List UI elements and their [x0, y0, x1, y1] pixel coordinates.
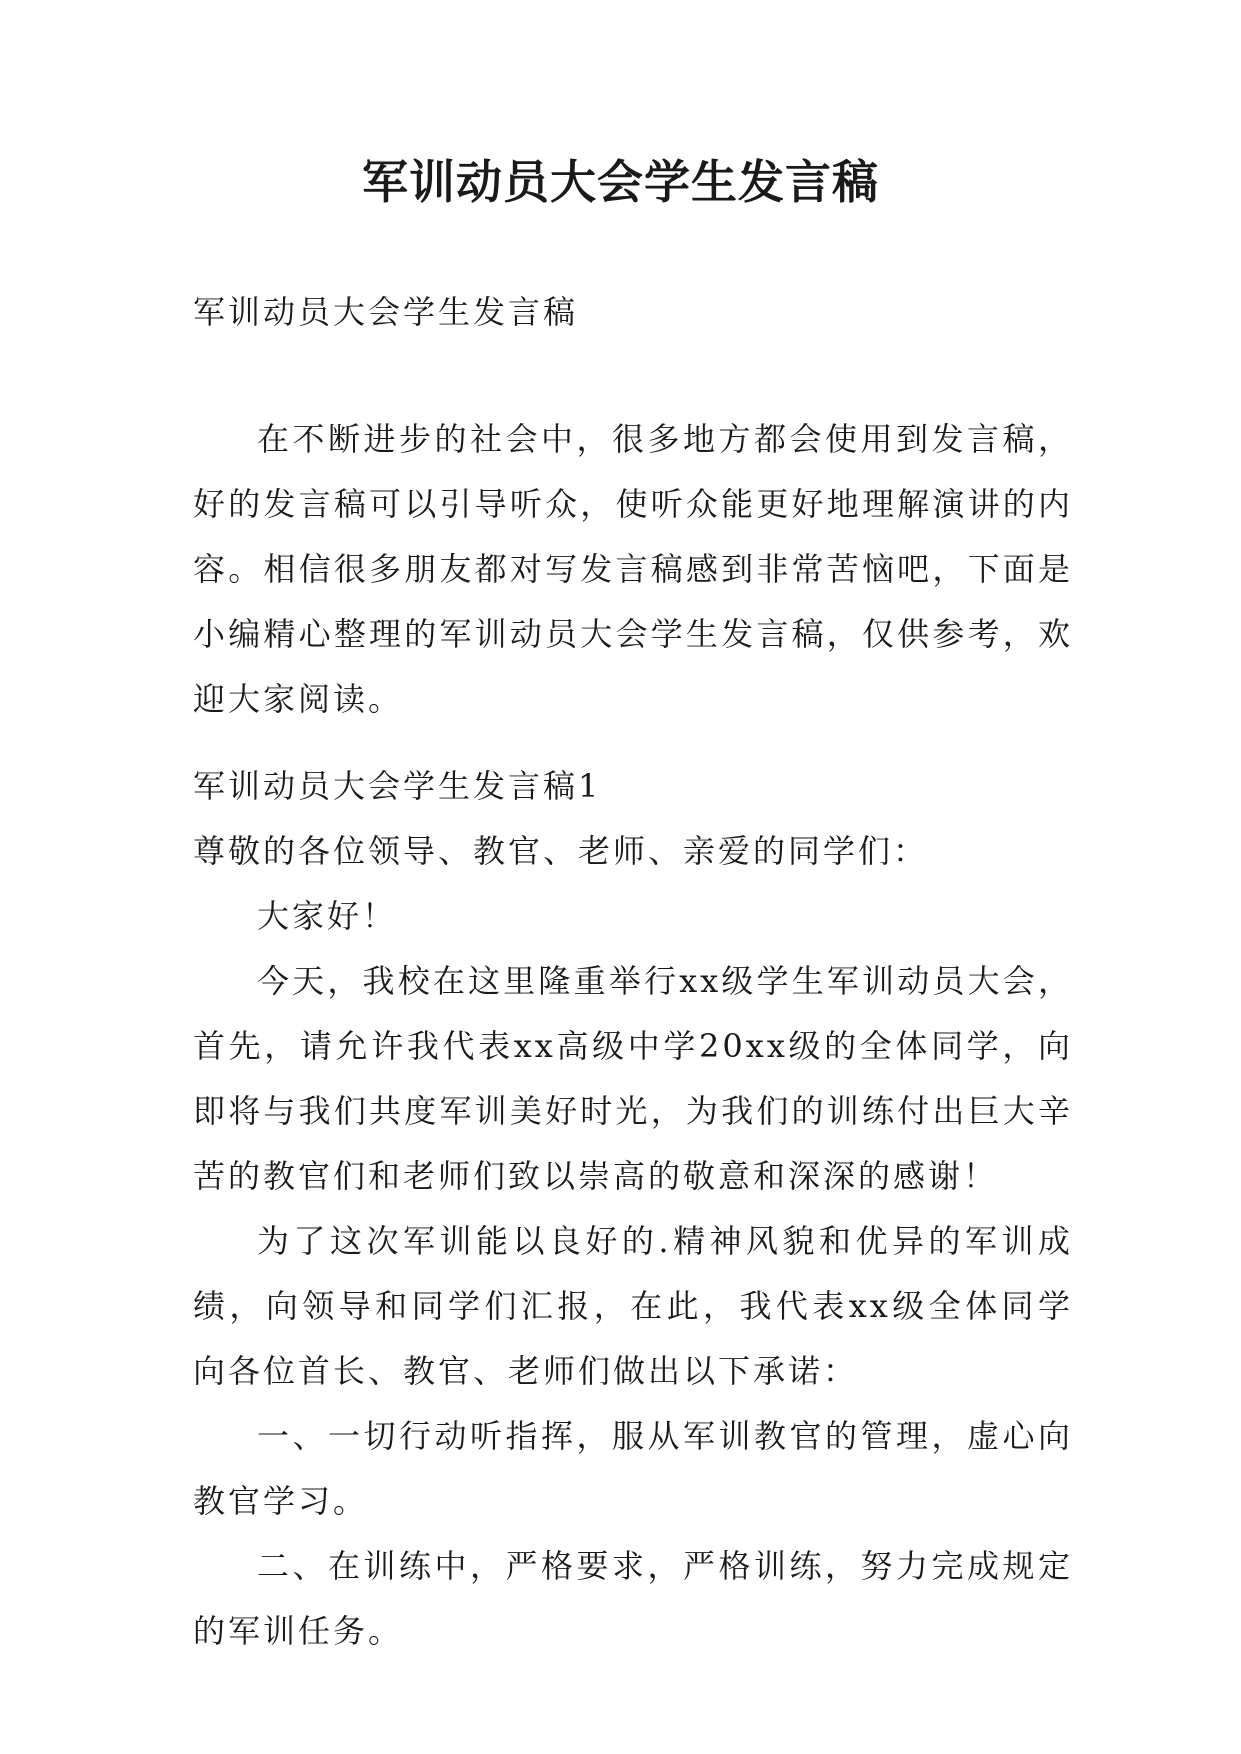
- salutation: 尊敬的各位领导、教官、老师、亲爱的同学们：: [193, 832, 929, 870]
- intro-paragraph: 在不断进步的社会中，很多地方都会使用到发言稿，好的发言稿可以引导听众，使听众能更好地理解演讲的内容。相信很多朋友都对写发言稿感到非常苦恼吧，下面是小编精心整理的军训动员大会学生发言稿，仅供参考，欢迎大家阅读。: [193, 420, 1073, 718]
- document-subtitle-block: [193, 280, 1073, 345]
- speech-block: [193, 754, 1073, 1664]
- document-title: 军训动员大会学生发言稿: [362, 155, 879, 209]
- document-subtitle: 军训动员大会学生发言稿: [193, 293, 579, 331]
- pledge-item: 二、在训练中，严格要求，严格训练，努力完成规定的军训任务。: [193, 1547, 1073, 1650]
- pledge-item: 一、一切行动听指挥，服从军训教官的管理，虚心向教官学习。: [193, 1417, 1073, 1520]
- section-heading: 军训动员大会学生发言稿1: [193, 767, 602, 805]
- speech-paragraph: 今天，我校在这里隆重举行xx级学生军训动员大会，首先，请允许我代表xx高级中学20xx级的全体同学，向即将与我们共度军训美好时光，为我们的训练付出巨大辛苦的教官们和老师们致以崇高的敬意和深深的感谢！: [193, 962, 1073, 1195]
- greeting: 大家好！: [257, 897, 398, 935]
- speech-paragraph: 为了这次军训能以良好的.精神风貌和优异的军训成绩，向领导和同学们汇报，在此，我代表xx级全体同学向各位首长、教官、老师们做出以下承诺：: [193, 1222, 1073, 1390]
- intro-block: [193, 407, 1073, 732]
